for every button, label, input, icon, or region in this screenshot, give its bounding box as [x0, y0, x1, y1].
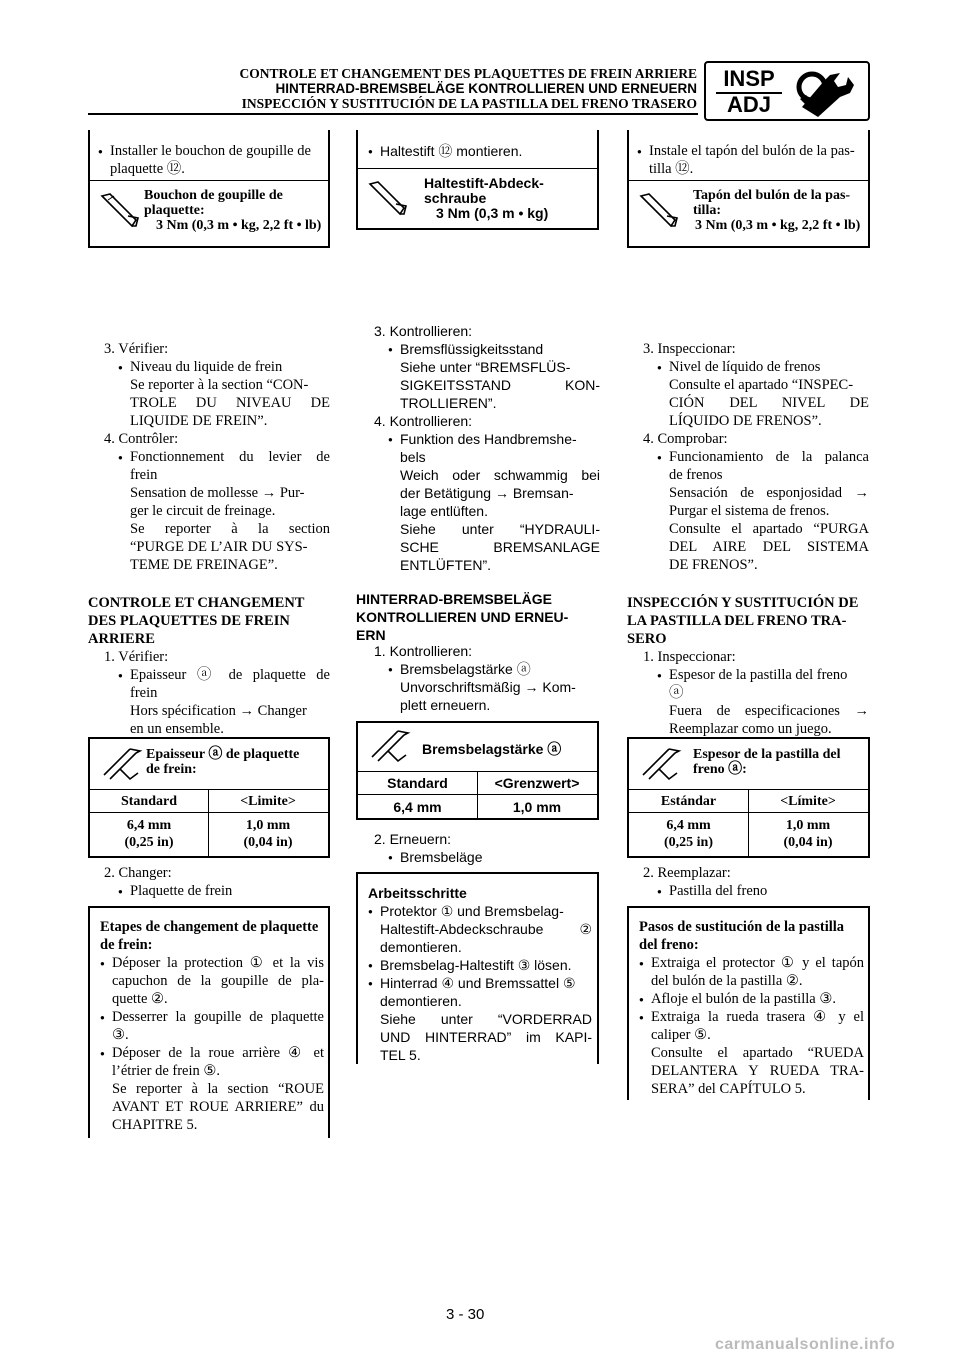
- fr-steps-item: ● Déposer de la roue arrière ④ et: [112, 1044, 324, 1062]
- de-section-title-line: KONTROLLIEREN UND ERNEU-: [356, 609, 569, 625]
- es-steps-item-cont: caliper ⑤.: [651, 1027, 711, 1043]
- es-step-1: [643, 648, 869, 738]
- es-step-4-line: Purgar el sistema de frenos.: [669, 503, 830, 519]
- de-spec-table: [356, 721, 599, 820]
- de-section-title-line: HINTERRAD-BREMSBELÄGE: [356, 591, 552, 607]
- fr-step-4-line: Sensation de mollesse → Pur-: [130, 485, 305, 501]
- fr-step-4-line: ger le circuit de freinage.: [130, 503, 276, 519]
- de-install-bullet: ● Haltestift ⑫ montieren.: [380, 142, 590, 160]
- fr-step-3-line: Se reporter à la section “CON-: [130, 377, 309, 393]
- fr-install-bullet: [110, 142, 320, 160]
- fr-steps-item-cont: l’étrier de frein ⑤.: [112, 1063, 220, 1079]
- de-step-1: [374, 642, 600, 714]
- fr-spec-title-2: de frein:: [146, 762, 197, 777]
- fr-steps-ref: Se reporter à la section “ROUE: [112, 1081, 324, 1097]
- fr-torque-title: [144, 188, 324, 233]
- es-torque-title: [693, 188, 865, 233]
- de-section-title-line: ERN: [356, 627, 386, 643]
- de-step-4-bullet-cont: bels: [400, 449, 426, 465]
- de-torque-title: [424, 176, 594, 221]
- es-steps-ref: SERA” del CAPÍTULO 5.: [651, 1081, 806, 1097]
- fr-step-1-bullet: ● Epaisseur ⓐ de plaquette de: [130, 666, 330, 684]
- caliper-gauge-icon: [100, 745, 146, 785]
- fr-step-4-bullet: ● Fonctionnement du levier de: [130, 448, 330, 466]
- de-step-1-bullet: ● Bremsbelagstärke ⓐ: [400, 660, 600, 678]
- es-spec-v1b: (0,25 in): [664, 835, 713, 850]
- de-spec-standard-value: 6,4 mm: [393, 799, 442, 815]
- fr-torque-title-1: Bouchon de goupille de: [144, 188, 283, 203]
- de-spec-title: Bremsbelagstärke ⓐ: [422, 741, 562, 757]
- es-steps-item-cont: del bulón de la pastilla ②.: [651, 973, 803, 989]
- de-step-1-line: Unvorschriftsmäßig → Kom-: [400, 679, 576, 695]
- fr-step-4-bullet-cont: frein: [130, 467, 158, 483]
- de-step-4-line: lage entlüften.: [400, 503, 488, 519]
- fr-steps-ref: CHAPITRE 5.: [112, 1117, 198, 1133]
- de-steps-box: [356, 872, 599, 1064]
- de-step-4-line: SCHE BREMSANLAGE: [400, 539, 600, 555]
- fr-step-4-line: “PURGE DE L’AIR DU SYS-: [130, 539, 308, 555]
- es-step-4: 4. Comprobar:: [643, 431, 728, 447]
- de-steps-ref: TEL 5.: [380, 1047, 421, 1063]
- fr-step-2-label: 2. Changer:: [104, 865, 172, 881]
- es-section-title-line: SERO: [627, 631, 667, 647]
- es-step-1-bullet: ● Espesor de la pastilla del freno: [669, 666, 869, 684]
- es-install-bullet: ● Instale el tapón del bulón de la pas-: [649, 142, 861, 160]
- fr-spec-v2b: (0,04 in): [243, 835, 293, 850]
- fr-step-3-line: LIQUIDE DE FREIN”.: [130, 413, 268, 429]
- de-torque-title-2: schraube: [424, 190, 487, 206]
- fr-torque-title-2: plaquette:: [144, 203, 205, 218]
- es-step-4-line: DE FRENOS”.: [669, 557, 758, 573]
- de-step-3: 3. Kontrollieren:: [374, 323, 473, 339]
- de-step-3-line: TROLLIEREN”.: [400, 395, 497, 411]
- fr-section-title: [88, 594, 328, 648]
- de-step-3-line: SIGKEITSSTAND KON-: [400, 377, 600, 393]
- insp-adj-badge: [704, 61, 870, 121]
- fr-step-3-line: TROLE DU NIVEAU DE: [130, 395, 330, 411]
- caliper-gauge-icon: [639, 745, 685, 785]
- es-spec-v2b: (0,04 in): [783, 835, 833, 850]
- fr-step-2-bullet: ● Plaquette de frein: [130, 882, 330, 900]
- de-step-2-bullet: ● Bremsbeläge: [400, 848, 600, 866]
- header-rule: [88, 113, 698, 115]
- fr-spec-v1a: 6,4 mm: [126, 818, 172, 833]
- fr-steps-3-4: [104, 340, 330, 574]
- es-step-4-line: DEL AIRE DEL SISTEMA: [669, 539, 869, 555]
- es-step-4-line: Sensación de esponjosidad →: [669, 485, 869, 501]
- fr-spec-limit-value: [208, 817, 328, 851]
- fr-steps-title-2: de frein:: [100, 937, 153, 953]
- es-step-4-bullet-cont: de frenos: [669, 467, 723, 483]
- header-title-de: HINTERRAD-BREMSBELÄGE KONTROLLIEREN UND ERNEUERN: [275, 81, 697, 96]
- es-steps-item: ● Extraiga el protector ① y el tapón: [651, 954, 864, 972]
- es-step-4-bullet: ● Funcionamiento de la palanca: [669, 448, 869, 466]
- fr-install-text-2: plaquette ⑫.: [110, 161, 185, 177]
- de-step-4-bullet: ● Funktion des Handbremshe-: [400, 430, 600, 448]
- fr-spec-v2a: 1,0 mm: [245, 818, 291, 833]
- de-step-4-line: ENTLÜFTEN”.: [400, 557, 491, 573]
- es-steps-title-2: del freno:: [639, 937, 699, 953]
- es-spec-title-1: Espesor de la pastilla del: [693, 747, 841, 762]
- de-steps-3-4: [374, 322, 600, 574]
- es-spec-title: [693, 747, 865, 777]
- fr-steps-title-1: Etapes de changement de plaquette: [100, 919, 319, 935]
- de-step-4-line: der Betätigung → Bremsan-: [400, 485, 574, 501]
- es-spec-v2a: 1,0 mm: [785, 818, 831, 833]
- fr-step-4: 4. Contrôler:: [104, 431, 179, 447]
- de-steps-title: Arbeitsschritte: [368, 885, 467, 901]
- fr-spec-table: [88, 737, 330, 858]
- page-header: [170, 66, 697, 111]
- es-section-title-line: INSPECCIÓN Y SUSTITUCIÓN DE: [627, 595, 859, 611]
- torque-wrench-icon: [366, 178, 410, 218]
- de-step-3-line: Siehe unter “BREMSFLÜS-: [400, 359, 571, 375]
- de-steps-item-cont: demontieren.: [380, 939, 462, 955]
- es-step-1-line: ⓐ: [669, 685, 684, 701]
- torque-wrench-icon: [98, 190, 142, 230]
- de-step-1-label: 1. Kontrollieren:: [374, 643, 473, 659]
- es-steps-box: [627, 906, 870, 1100]
- es-steps-ref: Consulte el apartado “RUEDA: [651, 1045, 864, 1061]
- fr-steps-item-cont: quette ②.: [112, 991, 168, 1007]
- fr-step-1: [104, 648, 330, 738]
- es-steps-item: ● Afloje el bulón de la pastilla ③.: [651, 990, 864, 1008]
- de-torque-box: [356, 130, 599, 230]
- de-steps-item: ● Bremsbelag-Haltestift ③ lösen.: [380, 956, 592, 974]
- es-step-3-bullet: ● Nivel de líquido de frenos: [669, 358, 869, 376]
- header-title-fr: CONTROLE ET CHANGEMENT DES PLAQUETTES DE FREIN ARRIERE: [239, 66, 697, 81]
- fr-step-1-line: en un ensemble.: [130, 721, 224, 737]
- de-steps-item-cont: Haltestift-Abdeckschraube ②: [380, 921, 592, 937]
- page-number: 3 - 30: [446, 1306, 485, 1323]
- es-steps-item: ● Extraiga la rueda trasera ④ y el: [651, 1008, 864, 1026]
- es-step-3: 3. Inspeccionar:: [643, 341, 736, 357]
- de-steps-ref: Siehe unter “VORDERRAD: [380, 1011, 592, 1027]
- es-spec-standard-value: [629, 817, 748, 851]
- es-step-1-line: Fuera de especificaciones →: [669, 703, 869, 719]
- de-step-4-line: Weich oder schwammig bei: [400, 467, 600, 483]
- es-section-title-line: LA PASTILLA DEL FRENO TRA-: [627, 613, 847, 629]
- es-steps-3-4: [643, 340, 869, 574]
- de-step-2: [374, 830, 600, 866]
- fr-spec-header-standard: Standard: [120, 794, 178, 809]
- es-spec-v1a: 6,4 mm: [666, 818, 711, 833]
- de-section-title: [356, 590, 600, 644]
- fr-spec-title: [146, 747, 326, 777]
- es-spec-header-standard: Estándar: [660, 794, 717, 809]
- de-steps-item: ● Hinterrad ④ und Bremssattel ⑤: [380, 974, 592, 992]
- fr-step-1-label: 1. Vérifier:: [104, 649, 169, 665]
- fr-spec-standard-value: [90, 817, 208, 851]
- es-step-1-line: Reemplazar como un juego.: [669, 721, 832, 737]
- fr-steps-item-cont: ③.: [112, 1027, 129, 1043]
- fr-step-3-bullet: ● Niveau du liquide de frein: [130, 358, 330, 376]
- fr-step-2: [104, 864, 330, 900]
- es-step-2: [643, 864, 869, 900]
- es-step-3-line: LÍQUIDO DE FRENOS”.: [669, 413, 822, 429]
- es-steps-title-1: Pasos de sustitución de la pastilla: [639, 919, 845, 935]
- de-spec-header-limit: <Grenzwert>: [494, 775, 580, 791]
- fr-steps-item: ● Déposer la protection ① et la vis: [112, 954, 324, 972]
- fr-torque-value: 3 Nm (0,3 m • kg, 2,2 ft • lb): [156, 218, 322, 233]
- de-torque-value: 3 Nm (0,3 m • kg): [436, 205, 549, 221]
- de-steps-item: ● Protektor ① und Bremsbelag-: [380, 902, 592, 920]
- es-spec-title-2: freno ⓐ:: [693, 762, 747, 777]
- de-step-4: 4. Kontrollieren:: [374, 413, 473, 429]
- fr-install-text-1: Installer le bouchon de goupille de: [110, 143, 311, 159]
- es-step-3-line: Consulte el apartado “INSPEC-: [669, 377, 854, 393]
- fr-steps-ref: AVANT ET ROUE ARRIERE” du: [112, 1099, 324, 1115]
- es-torque-title-1: Tapón del bulón de la pas-: [693, 188, 851, 203]
- fr-step-1-line: frein: [130, 685, 158, 701]
- es-install-text-2: tilla ⑫.: [649, 161, 694, 177]
- de-steps-item-cont: demontieren.: [380, 993, 462, 1009]
- fr-step-4-line: TEME DE FREINAGE”.: [130, 557, 278, 573]
- de-step-1-line: plett erneuern.: [400, 697, 491, 713]
- fr-section-title-line: CONTROLE ET CHANGEMENT: [88, 595, 305, 611]
- es-step-2-bullet: ● Pastilla del freno: [669, 882, 869, 900]
- header-title-es: INSPECCIÓN Y SUSTITUCIÓN DE LA PASTILLA DEL FRENO TRASERO: [241, 96, 697, 111]
- fr-steps-box: [88, 906, 330, 1138]
- badge-bottom-label: ADJ: [726, 92, 771, 117]
- es-torque-value: 3 Nm (0,3 m • kg, 2,2 ft • lb): [695, 218, 861, 233]
- es-spec-header-limit: <Límite>: [780, 794, 836, 809]
- es-step-3-line: CIÓN DEL NIVEL DE: [669, 395, 869, 411]
- es-torque-title-2: tilla:: [693, 203, 721, 218]
- es-step-1-label: 1. Inspeccionar:: [643, 649, 736, 665]
- de-spec-limit-value: 1,0 mm: [512, 799, 562, 815]
- badge-top-label: INSP: [723, 66, 775, 91]
- de-step-2-label: 2. Erneuern:: [374, 831, 452, 847]
- de-step-4-line: Siehe unter “HYDRAULI-: [400, 521, 600, 537]
- de-steps-ref: UND HINTERRAD” im KAPI-: [380, 1029, 592, 1045]
- fr-steps-item: ● Desserrer la goupille de plaquette: [112, 1008, 324, 1026]
- fr-step-3: 3. Vérifier:: [104, 341, 169, 357]
- es-step-4-line: Consulte el apartado “PURGA: [669, 521, 869, 537]
- es-steps-ref: DELANTERA Y RUEDA TRA-: [651, 1063, 864, 1079]
- de-spec-header-standard: Standard: [387, 775, 448, 791]
- es-spec-table: [627, 737, 870, 858]
- fr-step-1-line: Hors spécification → Changer: [130, 703, 307, 719]
- de-step-3-bullet: ● Bremsflüssigkeitsstand: [400, 340, 600, 358]
- es-section-title: [627, 594, 871, 648]
- fr-torque-box: [88, 130, 330, 248]
- es-step-2-label: 2. Reemplazar:: [643, 865, 731, 881]
- fr-spec-title-1: Epaisseur ⓐ de plaquette: [146, 747, 300, 762]
- de-torque-title-1: Haltestift-Abdeck-: [424, 175, 544, 191]
- es-spec-limit-value: [748, 817, 868, 851]
- watermark: carmanualsonline.info: [715, 1336, 896, 1353]
- fr-steps-item-cont: capuchon de la goupille de pla-: [112, 973, 324, 989]
- wrench-icon: [792, 67, 864, 119]
- caliper-gauge-icon: [368, 727, 414, 767]
- fr-step-4-line: Se reporter à la section: [130, 521, 330, 537]
- fr-torque-divider: [90, 180, 328, 181]
- es-torque-box: [627, 130, 870, 248]
- fr-section-title-line: ARRIERE: [88, 631, 155, 647]
- torque-wrench-icon: [637, 190, 681, 230]
- fr-section-title-line: DES PLAQUETTES DE FREIN: [88, 613, 290, 629]
- fr-spec-header-limit: <Limite>: [240, 794, 296, 809]
- fr-spec-v1b: (0,25 in): [124, 835, 174, 850]
